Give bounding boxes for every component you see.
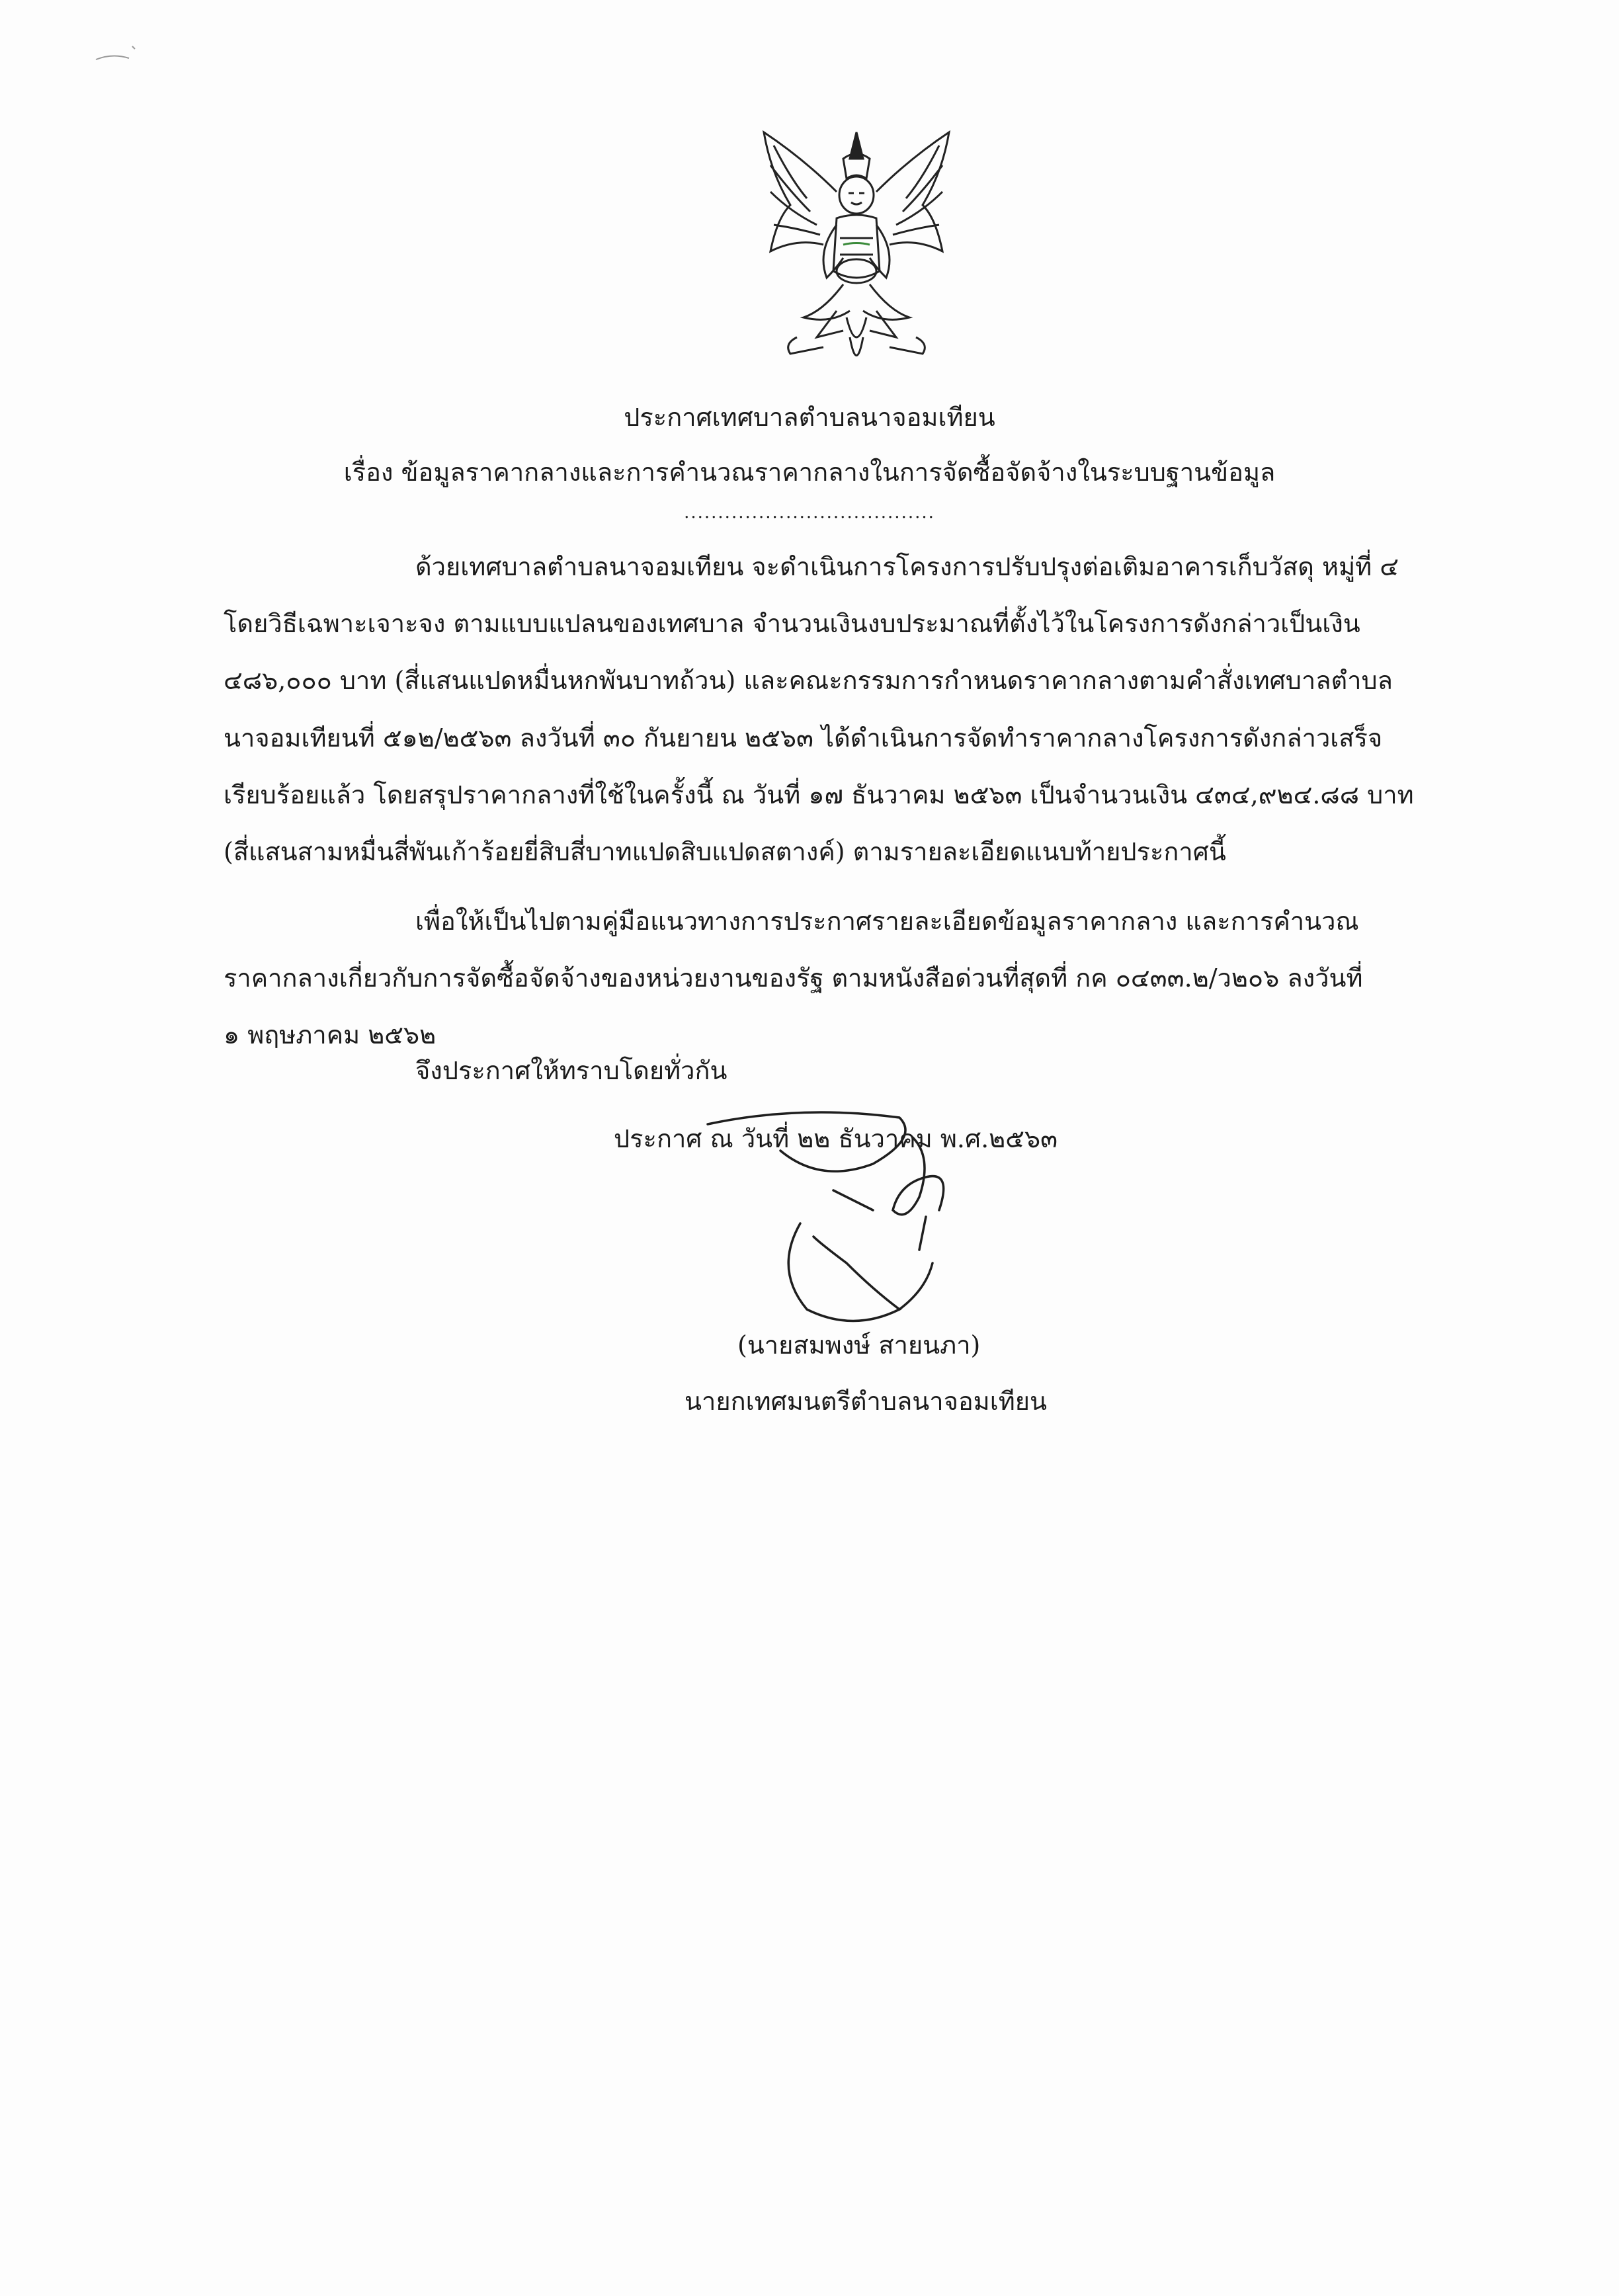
document-subject: เรื่อง ข้อมูลราคากลางและการคำนวณราคากลางในการจัดซื้อจัดจ้างในระบบฐานข้อมูล [343,458,1276,487]
paragraph-line: ราคากลางเกี่ยวกับการจัดซื้อจัดจ้างของหน่วยงานของรัฐ ตามหนังสือด่วนที่สุดที่ กค ๐๔๓๓.๒/ว๒๐๖ ลงวันที่ [224,964,1363,993]
document-title: ประกาศเทศบาลตำบลนาจอมเทียน [624,403,995,432]
paragraph-line: ด้วยเทศบาลตำบลนาจอมเทียน จะดำเนินการโครงการปรับปรุงต่อเติมอาคารเก็บวัสดุ หมู่ที่ ๔ [415,552,1399,581]
announcement-line: จึงประกาศให้ทราบโดยทั่วกัน [415,1056,727,1085]
paragraph-line: ๔๘๖,๐๐๐ บาท (สี่แสนแปดหมื่นหกพันบาทถ้วน) และคณะกรรมการกำหนดราคากลางตามคำสั่งเทศบาลตำบล [224,666,1393,695]
paragraph-line: นาจอมเทียนที่ ๕๑๒/๒๕๖๓ ลงวันที่ ๓๐ กันยายน ๒๕๖๓ ได้ดำเนินการจัดทำราคากลางโครงการดังกล่าวเสร็จ [224,723,1383,753]
title-separator: ..................................... [684,503,935,522]
garuda-emblem-icon [744,119,969,384]
scan-artifact-icon [93,40,152,66]
signer-name: (นายสมพงษ์ สายนภา) [737,1331,981,1360]
signature-icon [701,1098,1012,1336]
paragraph-line: โดยวิธีเฉพาะเจาะจง ตามแบบแปลนของเทศบาล จำนวนเงินงบประมาณที่ตั้งไว้ในโครงการดังกล่าวเป็นเงิน [224,609,1360,638]
announcement-date: ประกาศ ณ วันที่ ๒๒ ธันวาคม พ.ศ.๒๕๖๓ [614,1124,1058,1153]
paragraph-line: เรียบร้อยแล้ว โดยสรุปราคากลางที่ใช้ในครั้งนี้ ณ วันที่ ๑๗ ธันวาคม ๒๕๖๓ เป็นจำนวนเงิน ๔๓๔,๙๒๔.๘๘ บาท [224,780,1414,809]
signer-position: นายกเทศมนตรีตำบลนาจอมเทียน [685,1387,1048,1416]
paragraph-line: ๑ พฤษภาคม ๒๕๖๒ [224,1020,436,1049]
paragraph-line: (สี่แสนสามหมื่นสี่พันเก้าร้อยยี่สิบสี่บาทแปดสิบแปดสตางค์) ตามรายละเอียดแนบท้ายประกาศนี้ [224,837,1226,866]
paragraph-line: เพื่อให้เป็นไปตามคู่มือแนวทางการประกาศรายละเอียดข้อมูลราคากลาง และการคำนวณ [415,907,1359,936]
